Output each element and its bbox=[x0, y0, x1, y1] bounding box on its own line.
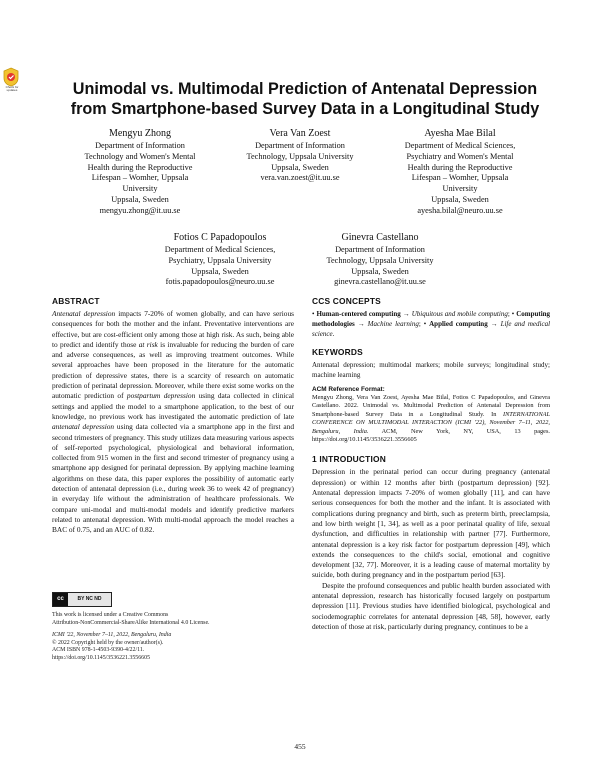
title-line-1: Unimodal vs. Multimodal Prediction of Antenatal Depression bbox=[72, 80, 538, 98]
cc-terms: BY NC ND bbox=[77, 596, 102, 602]
author-affiliation: Health during the Reproductive bbox=[87, 162, 193, 172]
author-affiliation: Health during the Reproductive bbox=[407, 162, 513, 172]
left-column bbox=[52, 296, 294, 536]
doi-link[interactable]: https://doi.org/10.1145/3536221.3556605 bbox=[52, 654, 151, 661]
author-email[interactable]: mengyu.zhong@it.uu.se bbox=[99, 205, 181, 215]
author-email[interactable]: fotis.papadopoulos@neuro.uu.se bbox=[165, 277, 275, 287]
italic-term: postpartum depression bbox=[126, 391, 196, 401]
author-affiliation: Department of Medical Sciences, bbox=[404, 141, 516, 150]
introduction-heading: 1 INTRODUCTION bbox=[312, 454, 386, 465]
ccs-term: Human-centered computing bbox=[316, 310, 401, 318]
author-location: Uppsala, Sweden bbox=[431, 194, 489, 204]
author-affiliation: Psychiatry, Uppsala University bbox=[168, 255, 272, 265]
author-affiliation: University bbox=[122, 184, 158, 194]
isbn-line: ACM ISBN 978-1-4503-9390-4/22/11. bbox=[52, 647, 145, 654]
author-name: Fotios C Papadopoulos bbox=[173, 232, 267, 243]
author-affiliation: Technology, Uppsala University bbox=[326, 255, 434, 265]
author-location: Uppsala, Sweden bbox=[191, 266, 249, 276]
cc-icon: cc bbox=[53, 593, 68, 606]
ccs-heading: CCS CONCEPTS bbox=[312, 296, 381, 306]
author-affiliation: Technology and Women's Mental bbox=[84, 151, 196, 161]
abstract-part: impacts 7-20% of women globally, and can have serious consequences for both the mother and the infant. Preventative interventions are effective, but are cost-efficient only among those at high risk. As such, being able to predict and identify those bbox=[52, 309, 294, 349]
ccs-subterm: Life and medical science bbox=[312, 320, 551, 338]
bullet: • bbox=[423, 320, 427, 328]
intro-paragraph: Despite the profound consequences and public health burden associated with antenatal depression, research has historically focused largely on postpartum depression [11]. Previous studies have identified biological, psychological and sociodemographic correlates for antenatal depression [48, 58], however, early detection of those at risk, particularly during pregnancy, continues to be a bbox=[312, 580, 550, 631]
author-affiliation: Department of Medical Sciences, bbox=[164, 245, 276, 254]
bullet: • bbox=[312, 310, 315, 318]
arrow: → bbox=[400, 310, 412, 318]
right-column bbox=[312, 296, 550, 632]
keywords-heading: KEYWORDS bbox=[312, 347, 363, 357]
author-email[interactable]: vera.van.zoest@it.uu.se bbox=[260, 173, 340, 183]
updates-icon bbox=[3, 67, 19, 87]
author-block bbox=[60, 128, 220, 217]
ref-part: ACM, New York, NY, USA, 13 pages. https://doi.org/10.1145/3536221.3556605 bbox=[312, 427, 550, 444]
author-affiliation: Department of Information bbox=[255, 141, 345, 150]
ccs-subterm: Machine learning bbox=[367, 320, 419, 328]
acm-reference-text bbox=[312, 394, 550, 444]
ccs-subterm: Ubiquitous and mobile computing bbox=[411, 310, 508, 318]
author-email[interactable]: ginevra.castellano@it.uu.se bbox=[334, 277, 426, 287]
author-affiliation: Lifespan – Womher, Uppsala bbox=[91, 173, 189, 183]
license-line: This work is licensed under a Creative Commons bbox=[52, 612, 169, 618]
author-affiliation: Department of Information bbox=[95, 141, 185, 150]
page-number: 455 bbox=[294, 742, 306, 751]
author-block bbox=[380, 128, 540, 217]
author-affiliation: Technology, Uppsala University bbox=[246, 151, 354, 161]
italic-term: Antenatal depression bbox=[52, 309, 116, 318]
italic-term: antenatal depression bbox=[52, 422, 115, 432]
license-block bbox=[52, 592, 294, 663]
ccs-term: Computing methodologies bbox=[312, 310, 551, 328]
author-location: Uppsala, Sweden bbox=[111, 194, 169, 204]
abstract-text bbox=[52, 309, 294, 536]
conference-info: ICMI '22, November 7–11, 2022, Bengaluru, India bbox=[52, 632, 172, 639]
author-location: Uppsala, Sweden bbox=[271, 162, 329, 172]
badge-label: Check for updates bbox=[5, 85, 19, 92]
intro-paragraph: Depression in the perinatal period can occur during pregnancy (antenatal depression) or within 12 months after birth (postpartum depression) [92]. Antenatal depression impacts 7-20% of women globally [11], and can have serious consequences for both the mother and the infant. It is associated with complications during pregnancy and birth, such as preterm birth, preeclampsia, and low birth weight [1, 34], as well as a poor perinatal quality of life, sexual dysfunction, and difficulties in relationship with partner [77]. Furthermore, antenatal depression is a key risk factor for postpartum depression [49], which extends the consequences to the child's social, emotional and cognitive development [32, 77]. Moreover, it is a leading cause of maternal mortality by suicide, both during pregnancy and in the postpartum period [63]. bbox=[312, 467, 550, 580]
acm-reference-heading: ACM Reference Format: bbox=[312, 386, 385, 393]
author-affiliation: Psychiatry and Women's Mental bbox=[406, 151, 514, 161]
arrow: → bbox=[487, 320, 501, 328]
title-line-2: from Smartphone-based Survey Data in a Longitudinal Study bbox=[70, 100, 540, 118]
ccs-term: Applied computing bbox=[429, 320, 488, 328]
paper-title bbox=[40, 79, 570, 119]
arrow: → bbox=[354, 320, 368, 328]
author-affiliation: University bbox=[442, 184, 478, 194]
author-name: Mengyu Zhong bbox=[109, 128, 171, 139]
license-line: Attribution-NonCommercial-ShareAlike International 4.0 License. bbox=[52, 619, 210, 626]
keywords-text: Antenatal depression; multimodal markers; mobile surveys; longitudinal study; machine learning bbox=[312, 361, 550, 379]
author-location: Uppsala, Sweden bbox=[351, 266, 409, 276]
ref-venue: INTERNATIONAL CONFERENCE ON MULTIMODAL INTERACTION (ICMI '22), November 7–11, 2022, Bengaluru, India. bbox=[312, 410, 550, 435]
check-for-updates-badge[interactable] bbox=[3, 67, 19, 87]
abstract-heading: ABSTRACT bbox=[52, 296, 100, 306]
abstract-part: using data collected in clinical settings and applied the model to a smartphone application, to the best of our knowledge, no previous work has investigated the automatic prediction of late bbox=[52, 391, 294, 421]
author-affiliation: Lifespan – Womher, Uppsala bbox=[411, 173, 509, 183]
ccs-concepts: • Human-centered computing → Ubiquitous and mobile computing; • Computing methodologies → Machine learning; • Applied computing → Life and medical science. bbox=[312, 310, 551, 338]
author-block bbox=[300, 232, 460, 288]
author-name: Ayesha Mae Bilal bbox=[424, 128, 496, 139]
cc-license-badge[interactable] bbox=[52, 592, 112, 607]
abstract-part: is invaluable for reducing the burden of care and adverse consequences, as well as improving treatment outcomes. While several approaches have been proposed in the literature for the automatic prediction of depressive states, there is a scarcity of research on automatic prediction of perinatal depression. Moreover, while there exist some works on the automatic prediction of bbox=[52, 339, 294, 401]
author-block bbox=[140, 232, 300, 288]
author-block bbox=[220, 128, 380, 184]
copyright-line: © 2022 Copyright held by the owner/author(s). bbox=[52, 639, 164, 646]
abstract-part: using data collected via a smartphone app in the first and second trimesters of pregnancy. This study utilizes data measuring various aspects of self-reported psychological, physiological and behavioral information, collected from 915 women in the first and second trimester of pregnancy using a smartphone app designed for perinatal depression. By applying machine learning algorithms on these data, this paper explores the possibility of automatic early detection of antenatal depression (i.e., during week 36 to week 42 of pregnancy) in everyday life without the administration of healthcare professionals. We compare uni-modal and multi-modal models and identify predictive markers related to antenatal depression. With multi-modal approach the model reaches a BAC of 0.75, and an AUC of 0.82. bbox=[52, 422, 294, 535]
author-email[interactable]: ayesha.bilal@neuro.uu.se bbox=[417, 205, 503, 215]
author-name: Vera Van Zoest bbox=[269, 128, 331, 139]
italic-term: at risk bbox=[138, 339, 158, 349]
author-name: Ginevra Castellano bbox=[341, 232, 419, 243]
author-affiliation: Department of Information bbox=[335, 245, 425, 254]
ref-part: Mengyu Zhong, Vera Van Zoest, Ayesha Mae Bilal, Fotios C Papadopoulos, and Ginevra Castellano. 2022. Unimodal vs. Multimodal Prediction of Antenatal Depression from Smartphone-based Survey Data in a Longitudinal Study. In bbox=[312, 394, 550, 418]
bullet: • bbox=[511, 310, 515, 318]
